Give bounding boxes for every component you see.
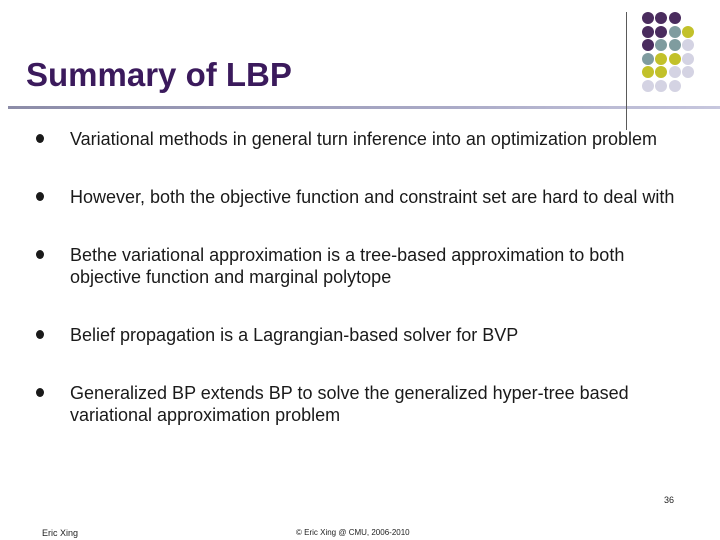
decorative-dot <box>682 39 694 51</box>
decorative-dot <box>642 39 654 51</box>
bullet-icon <box>36 192 44 201</box>
bullet-icon <box>36 250 44 259</box>
bullet-text: Belief propagation is a Lagrangian-based solver for BVP <box>70 325 519 345</box>
decorative-dot <box>669 26 681 38</box>
decorative-dot <box>655 26 667 38</box>
bullet-item <box>36 324 676 346</box>
bullet-item <box>36 382 676 426</box>
decorative-dot <box>642 12 654 24</box>
bullet-icon <box>36 134 44 143</box>
bullet-item <box>36 128 676 150</box>
bullet-icon <box>36 388 44 397</box>
page-number: 36 <box>664 495 675 505</box>
decorative-dot <box>642 80 654 92</box>
decorative-dot <box>682 26 694 38</box>
decorative-dot <box>655 66 667 78</box>
bullet-item <box>36 186 676 208</box>
decorative-dot <box>669 80 681 92</box>
vertical-divider <box>626 12 627 130</box>
bullet-text: Bethe variational approximation is a tree-based approximation to both objective function and marginal polytope <box>70 245 625 287</box>
slide-title: Summary of LBP <box>26 56 292 93</box>
decorative-dot <box>669 12 681 24</box>
footer-author: Eric Xing <box>42 528 79 538</box>
decorative-dot <box>642 66 654 78</box>
decorative-dot <box>682 66 694 78</box>
bullet-text: However, both the objective function and constraint set are hard to deal with <box>70 187 675 207</box>
footer-copyright: © Eric Xing @ CMU, 2006-2010 <box>296 528 410 537</box>
decorative-dot <box>669 66 681 78</box>
decorative-dot <box>682 53 694 65</box>
bullet-list <box>36 128 676 462</box>
decorative-dot <box>655 53 667 65</box>
decorative-dot <box>669 39 681 51</box>
bullet-icon <box>36 330 44 339</box>
decorative-dot <box>669 53 681 65</box>
bullet-item <box>36 244 676 288</box>
bullet-text: Generalized BP extends BP to solve the generalized hyper-tree based variational approximation problem <box>70 383 629 425</box>
decorative-dot <box>642 26 654 38</box>
decorative-dot <box>655 39 667 51</box>
title-underline <box>8 106 720 109</box>
bullet-text: Variational methods in general turn inference into an optimization problem <box>70 129 658 149</box>
decorative-dot <box>642 53 654 65</box>
decorative-dot <box>655 12 667 24</box>
decorative-dot <box>655 80 667 92</box>
